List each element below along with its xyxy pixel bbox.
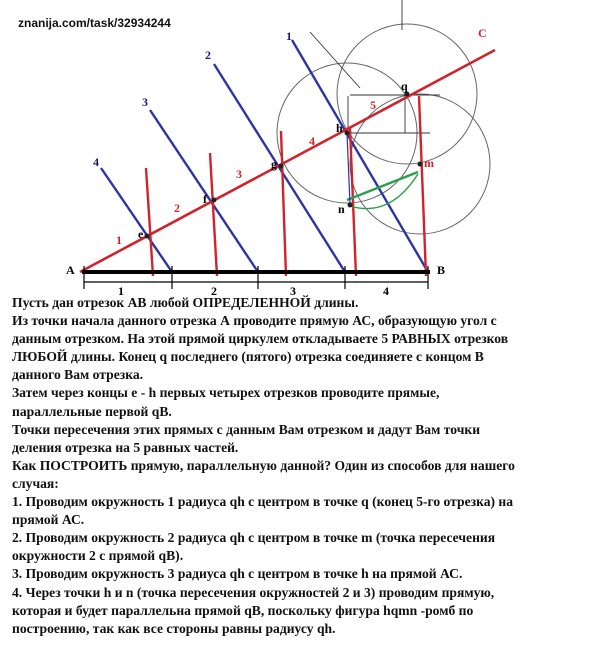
ab-segment-number-4: 4: [383, 284, 389, 298]
point-m: [418, 162, 423, 167]
red-mark-g: [281, 131, 286, 276]
label-e: e: [138, 227, 144, 241]
ab-segment-number-1: 1: [118, 284, 124, 298]
label-f: f: [203, 192, 207, 206]
point-g: [279, 164, 284, 169]
ac-segment-number-3: 3: [236, 167, 242, 181]
parallel-line-qB: [292, 40, 428, 272]
line-number-2: 2: [205, 48, 211, 62]
label-q: q: [401, 79, 408, 93]
label-C: C: [478, 26, 487, 40]
text-line: прямой АС.: [12, 512, 85, 528]
parallel-line-3: [150, 110, 258, 272]
text-line: данного Вам отрезка.: [12, 367, 144, 383]
instruction-text: [12, 294, 594, 638]
text-line: случая:: [12, 475, 59, 491]
line-number-1: 1: [286, 29, 292, 43]
label-A: A: [66, 263, 75, 277]
label-h: h: [336, 121, 343, 135]
text-line: Из точки начала данного отрезка А проводите прямую АС, образующую угол с: [12, 313, 497, 329]
text-line: 1. Проводим окружность 1 радиуса qh с центром в точке q (конец 5-го отрезка) на: [12, 494, 514, 510]
text-line: 2. Проводим окружность 2 радиуса qh с центром в точке m (точка пересечения: [12, 530, 496, 546]
red-mark-e: [146, 168, 153, 276]
red-mark-q: [419, 96, 426, 276]
construction-diagram: [0, 0, 600, 300]
text-line: ЛЮБОЙ длины. Конец q последнего (пятого) отрезка соединяете с концом В: [12, 349, 484, 365]
helper-line-diagonal: [310, 32, 360, 88]
text-line: Затем через концы е - h первых четырех отрезков проводите прямые,: [12, 385, 440, 401]
text-line: Точки пересечения этих прямых с данным Вам отрезком и дадут Вам точки: [12, 421, 481, 437]
red-mark-f: [210, 153, 217, 276]
text-line: параллельные первой qB.: [12, 403, 172, 419]
ac-segment-number-2: 2: [174, 201, 180, 215]
ac-segment-number-5: 5: [370, 98, 376, 112]
text-line: Пусть дан отрезок АВ любой ОПРЕДЕЛЕННОЙ длины.: [12, 295, 359, 310]
label-g: g: [271, 157, 277, 171]
line-number-3: 3: [142, 95, 148, 109]
text-line: 3. Проводим окружность 3 радиуса qh с центром в точке h на прямой АС.: [12, 566, 463, 582]
label-m: m: [424, 156, 434, 170]
text-line: построению, так как все стороны равны радиусу qh.: [12, 620, 336, 636]
point-n: [348, 203, 353, 208]
point-h: [345, 131, 350, 136]
watermark-text: znanija.com/task/32934244: [18, 16, 171, 30]
text-line: окружности 2 с прямой qB).: [12, 548, 184, 564]
ab-segment-number-2: 2: [211, 284, 217, 298]
text-line: 4. Через точки h и n (точка пересечения окружностей 2 и 3) проводим прямую,: [12, 584, 495, 600]
text-line: деления отрезка на 5 равных частей.: [12, 439, 239, 455]
text-line: данным отрезком. На этой прямой циркулем откладываете 5 РАВНЫХ отрезков: [12, 331, 509, 347]
point-f: [212, 198, 217, 203]
ac-segment-number-4: 4: [309, 134, 315, 148]
ac-segment-number-1: 1: [116, 233, 122, 247]
line-number-4: 4: [93, 155, 99, 169]
text-line: которая и будет параллельна прямой qB, поскольку фигура hqmn -ромб по: [12, 602, 474, 618]
text-line: Как ПОСТРОИТЬ прямую, параллельную данной? Один из способов для нашего: [12, 457, 515, 473]
point-e: [145, 234, 150, 239]
label-n: n: [338, 202, 345, 216]
label-B: B: [437, 263, 446, 277]
rhombus-arc: [350, 174, 418, 209]
ab-segment-number-3: 3: [290, 284, 296, 298]
red-mark-h: [350, 128, 356, 276]
